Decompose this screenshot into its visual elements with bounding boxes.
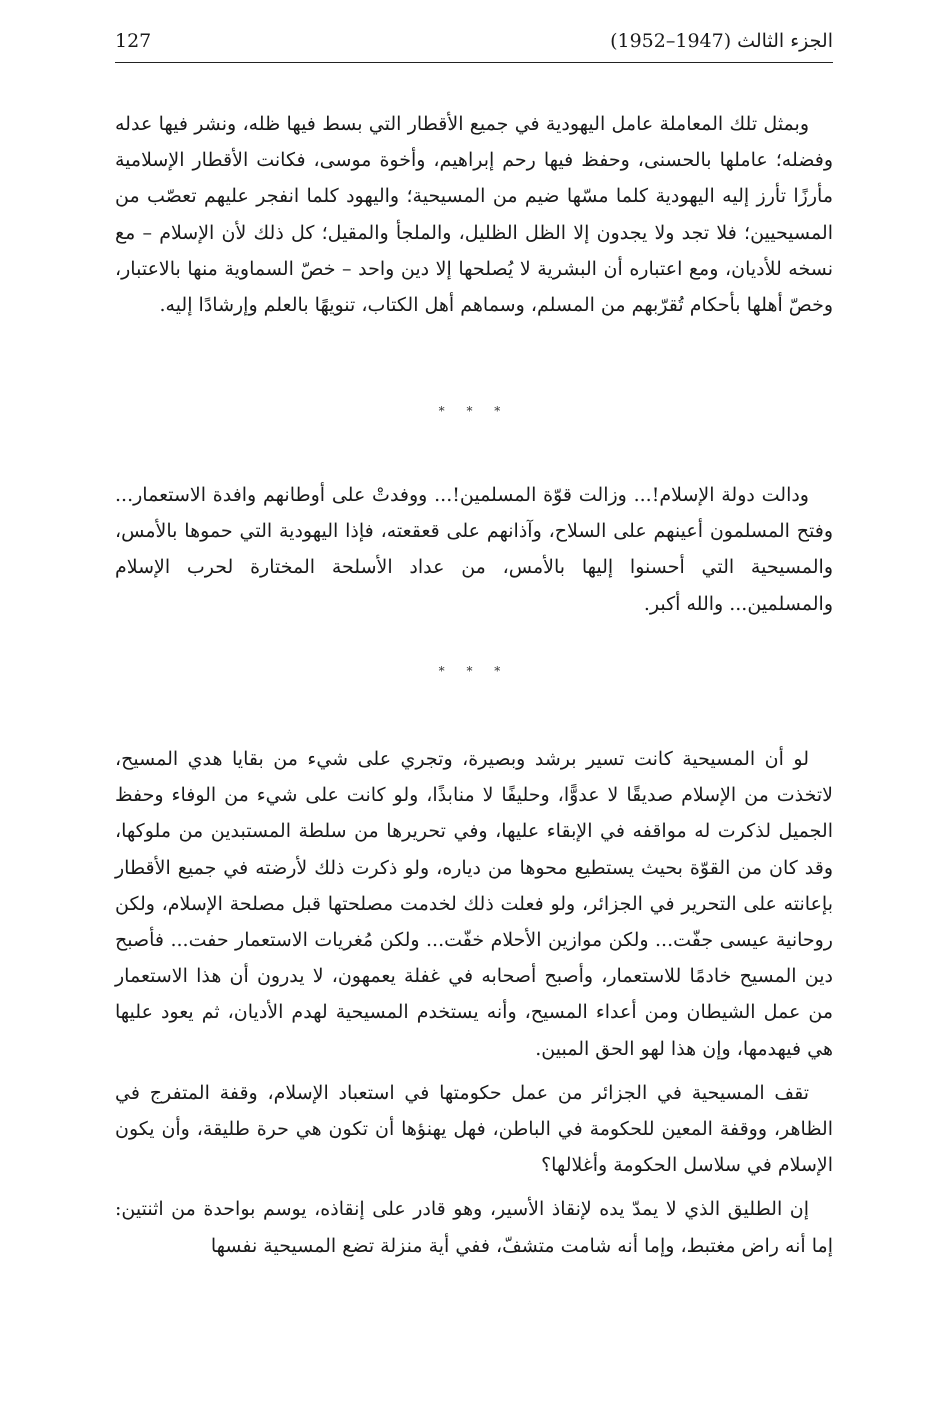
book-page	[115, 22, 833, 1382]
paragraph: لو أن المسيحية كانت تسير برشد وبصيرة، وتجري على شيء من بقايا هدي المسيح، لاتخذت من الإسلام صديقًا لا عدوًّا، وحليفًا لا منابذًا، ولو كانت على شيء من الوفاء وحفظ الجميل لذكرت له مواقفه في الإبقاء عليها، وفي تحريرها من سلطة المستبدين من ملوكها، وقد كان من القوّة بحيث يستطيع محوها من دياره، ولو ذكرت ذلك لأرضته في جميع الأقطار بإعانته على التحرير في الجزائر، ولو فعلت ذلك لخدمت مصلحتها قبل مصلحة الإسلام، ولكن روحانية عيسى جفّت... ولكن موازين الأحلام خفّت... ولكن مُغريات الاستعمار حفت... فأصبح دين المسيح خادمًا للاستعمار، وأصبح أصحابه في غفلة يعمهون، لا يدرون أن هذا الاستعمار من عمل الشيطان ومن أعداء المسيح، وأنه يستخدم المسيحية لهدم الأديان، ثم يعود عليها هي فيهدمها، وإن هذا لهو الحق المبين.	[115, 748, 833, 1060]
text-section-2	[115, 477, 833, 622]
section-separator: * * *	[438, 664, 510, 678]
text-section-3	[115, 741, 833, 1264]
page-number: 127	[115, 30, 152, 52]
paragraph: وبمثل تلك المعاملة عامل اليهودية في جميع الأقطار التي بسط فيها ظله، ونشر فيها عدله وفضله؛ عاملها بالحسنى، وحفظ فيها رحم إبراهيم، وأخوة موسى، فكانت الأقطار الإسلامية مأرزًا تأرز إليه اليهودية كلما مسّها ضيم من المسيحية؛ واليهود كلما انفجر عليهم تعصّب من المسيحيين؛ فلا تجد ولا يجدون إلا الظل الظليل، والملجأ والمقيل؛ كل ذلك لأن الإسلام – مع نسخه للأديان، ومع اعتباره أن البشرية لا يُصلحها إلا دين واحد – خصّ السماوية منها بالاعتبار، وخصّ أهلها بأحكام تُقرّبهم من المسلم، وسماهم أهل الكتاب، تنويهًا بالعلم وإرشادًا إليه.	[115, 113, 833, 317]
running-title: الجزء الثالث (1947–1952)	[610, 30, 833, 52]
paragraph: ودالت دولة الإسلام!... وزالت قوّة المسلمين!... ووفدتْ على أوطانهم وافدة الاستعمار... وفتح المسلمون أعينهم على السلاح، وآذانهم على قعقعته، فإذا اليهودية التي حموها بالأمس، والمسيحية التي أحسنوا إليها بالأمس، من عداد الأسلحة المختارة لحرب الإسلام والمسلمين... والله أكبر.	[115, 484, 833, 615]
paragraph: إن الطليق الذي لا يمدّ يده لإنقاذ الأسير، وهو قادر على إنقاذه، يوسم بواحدة من اثنتين: إما أنه راض مغتبط، وإما أنه شامت متشفّ، ففي أية منزلة تضع المسيحية نفسها	[115, 1198, 833, 1257]
section-separator: * * *	[438, 404, 510, 418]
paragraph: تقف المسيحية في الجزائر من عمل حكومتها في استعباد الإسلام، وقفة المتفرج في الظاهر، ووقفة المعين للحكومة في الباطن، فهل يهنؤها أن تكون هي حرة طليقة، وأن يكون الإسلام في سلاسل الحكومة وأغلالها؟	[115, 1081, 833, 1177]
running-header	[115, 22, 833, 63]
text-section-1	[115, 106, 833, 323]
